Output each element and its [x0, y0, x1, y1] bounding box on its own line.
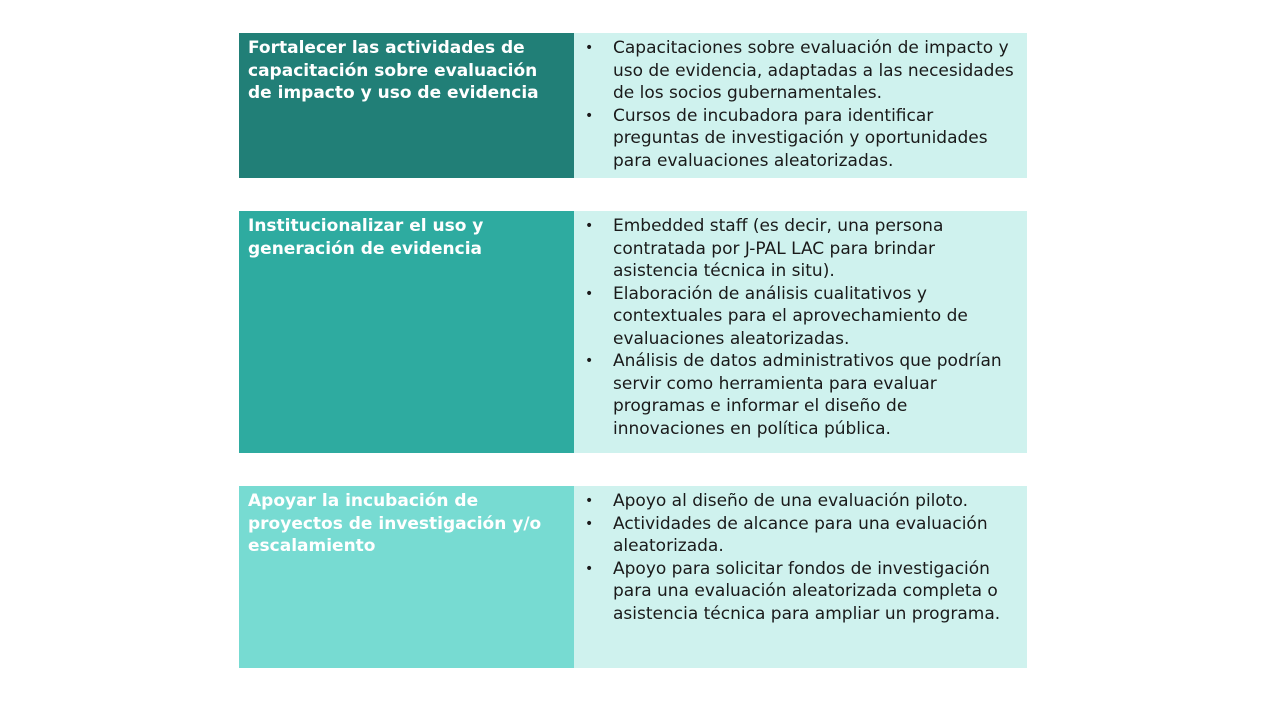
list-item [574, 215, 1019, 283]
list-item-text: Apoyo al diseño de una evaluación piloto. [613, 491, 968, 511]
list-item [574, 105, 1019, 173]
row-content [574, 486, 1027, 668]
row-content [574, 211, 1027, 453]
row-heading: Apoyar la incubación de proyectos de investigación y/o escalamiento [239, 486, 574, 668]
bullet-icon: • [585, 353, 594, 369]
bullet-list [574, 215, 1019, 440]
list-item-text: Apoyo para solicitar fondos de investigación para una evaluación aleatorizada completa o asistencia técnica para ampliar un programa. [613, 558, 1001, 624]
list-item-text: Capacitaciones sobre evaluación de impacto y uso de evidencia, adaptadas a las necesidades de los socios gubernamentales. [613, 38, 1014, 103]
list-item [574, 283, 1019, 351]
list-item-text: Embedded staff (es decir, una persona contratada por J-PAL LAC para brindar asistencia técnica in situ). [613, 216, 944, 281]
bullet-icon: • [585, 107, 594, 124]
strategy-row-capacitacion [239, 33, 1027, 178]
strategy-row-incubacion [239, 486, 1027, 668]
row-content [574, 33, 1027, 178]
list-item [574, 37, 1019, 105]
strategy-row-institucionalizar [239, 211, 1027, 453]
bullet-icon: • [585, 40, 594, 56]
bullet-icon: • [585, 515, 594, 532]
list-item [574, 558, 1019, 626]
list-item [574, 513, 1019, 558]
list-item-text: Cursos de incubadora para identificar preguntas de investigación y oportunidades para evaluaciones aleatorizadas. [613, 105, 988, 171]
row-heading: Institucionalizar el uso y generación de evidencia [239, 211, 574, 453]
list-item-text: Elaboración de análisis cualitativos y contextuales para el aprovechamiento de evaluaciones aleatorizadas. [613, 283, 968, 349]
bullet-icon: • [585, 285, 594, 302]
bullet-icon: • [585, 560, 594, 577]
list-item-text: Análisis de datos administrativos que podrían servir como herramienta para evaluar programas e informar el diseño de innovaciones en política pública. [613, 351, 1002, 439]
bullet-list [574, 37, 1019, 172]
row-heading: Fortalecer las actividades de capacitación sobre evaluación de impacto y uso de evidencia [239, 33, 574, 178]
list-item-text: Actividades de alcance para una evaluación aleatorizada. [613, 513, 988, 556]
list-item [574, 350, 1019, 440]
list-item [574, 490, 1019, 513]
bullet-icon: • [585, 493, 594, 509]
bullet-icon: • [585, 218, 594, 234]
bullet-list [574, 490, 1019, 625]
